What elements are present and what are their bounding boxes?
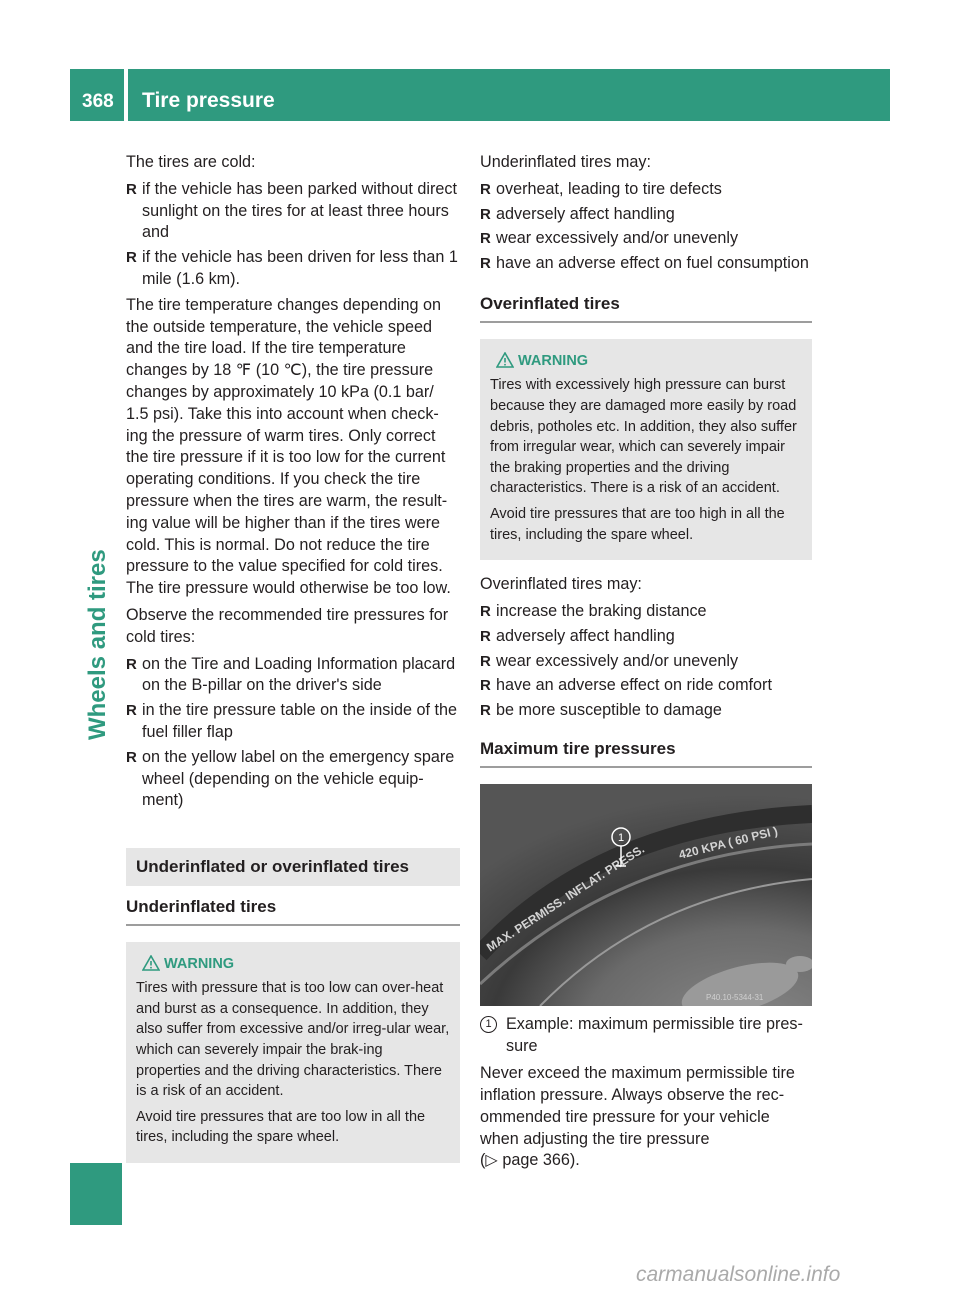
list-item: R overheat, leading to tire defects <box>480 179 812 201</box>
sidewall-text: MAX. PERMISS. INFLAT. PRESS. <box>484 841 647 955</box>
warning-text: Tires with excessively high pressure can burst because they are damaged more easily by road debris, potholes etc. In addition, they also suffer from irregular wear, which can severely impair the braking properties and the driving characteristics. There is a risk of an accident. <box>490 377 797 497</box>
caption-number-circle: 1 <box>480 1016 497 1033</box>
cold-conditions-list <box>126 179 460 291</box>
left-column <box>126 152 460 1177</box>
warning-label: WARNING <box>518 352 589 369</box>
chapter-tab-block <box>70 1163 122 1225</box>
header-divider <box>124 69 128 121</box>
list-item: R have an adverse effect on fuel consumption <box>480 253 812 275</box>
overinflated-effects-list <box>480 601 812 722</box>
section-title: Underinflated or overinflated tires <box>126 848 460 886</box>
list-item: R if the vehicle has been driven for less than 1 mile (1.6 km). <box>126 247 460 291</box>
page-number: 368 <box>82 91 114 112</box>
underinflated-intro: Underinflated tires may: <box>480 153 651 171</box>
list-item: R if the vehicle has been parked without direct sunlight on the tires for at least three hours and <box>126 179 460 244</box>
never-exceed-text: Never exceed the maximum permissible tire inflation pressure. Always observe the rec-ommended tire pressure for your vehicle when adjusting the tire pressure <box>480 1064 795 1148</box>
list-item: R adversely affect handling <box>480 626 812 648</box>
warning-text: Avoid tire pressures that are too high in all the tires, including the spare wheel. <box>490 505 785 543</box>
list-item: R in the tire pressure table on the inside of the fuel filler flap <box>126 700 460 744</box>
max-pressure-heading: Maximum tire pressures <box>480 738 812 768</box>
right-column <box>480 152 812 1177</box>
caption-text: Example: maximum permissible tire pres-sure <box>506 1014 803 1055</box>
list-item: R increase the braking distance <box>480 601 812 623</box>
page-reference-link[interactable]: (▷ page 366). <box>480 1151 580 1170</box>
warning-triangle-icon <box>496 352 514 368</box>
never-exceed-paragraph <box>480 1063 812 1172</box>
callout-number: 1 <box>617 831 625 844</box>
warning-header <box>136 954 450 975</box>
pressure-marking: 420 KPA ( 60 PSI ) <box>677 823 780 862</box>
chapter-side-label: Wheels and tires <box>84 549 111 740</box>
figure-reference: P40.10-5344-31 <box>706 992 764 1002</box>
watermark: carmanualsonline.info <box>636 1263 841 1286</box>
underinflated-effects-list <box>480 179 812 275</box>
pressure-locations-list <box>126 654 460 813</box>
underinflated-heading: Underinflated tires <box>126 896 460 926</box>
warning-text: Avoid tire pressures that are too low in all the tires, including the spare wheel. <box>136 1108 426 1146</box>
list-item: R wear excessively and/or unevenly <box>480 651 812 673</box>
overinflated-warning-box <box>480 339 812 560</box>
figure-caption <box>480 1014 812 1058</box>
warning-text: Tires with pressure that is too low can over-heat and burst as a consequence. In addition, they also suffer from excessive and/or irreg-ular wear, which can severely impair the brak-ing properties and the driving characteristics. There is a risk of an accident. <box>136 980 450 1100</box>
warning-header <box>490 351 802 372</box>
overinflated-intro: Overinflated tires may: <box>480 575 642 594</box>
list-item: R wear excessively and/or unevenly <box>480 228 812 250</box>
warning-label: WARNING <box>164 955 235 972</box>
warning-triangle-icon <box>142 955 160 971</box>
page-title: Tire pressure <box>142 89 275 112</box>
list-item: R on the Tire and Loading Information placard on the B-pillar on the driver's side <box>126 654 460 698</box>
list-item: R have an adverse effect on ride comfort <box>480 675 812 697</box>
observe-paragraph: Observe the recommended tire pressures for cold tires: <box>126 605 449 646</box>
list-item: R be more susceptible to damage <box>480 700 812 722</box>
tire-sidewall-photo <box>480 784 812 1006</box>
cold-intro: The tires are cold: <box>126 153 256 171</box>
underinflated-warning-box <box>126 942 460 1163</box>
list-item: R on the yellow label on the emergency spare wheel (depending on the vehicle equip-ment) <box>126 747 460 812</box>
list-item: R adversely affect handling <box>480 204 812 226</box>
tire-sidewall-image <box>480 784 812 1006</box>
overinflated-heading: Overinflated tires <box>480 293 812 323</box>
temperature-paragraph: The tire temperature changes depending on the outside temperature, the vehicle speed and the tire load. If the tire temperature changes by 18 ℉ (10 ℃), the tire pressure changes by approximately 10 kPa (0.1 bar/ 1.5 psi). Take this into account when check-ing the pressure of warm tires. Only correct the tire pressure if it is too low for the current operating conditions. If you check the tire pressure when the tires are warm, the result-ing value will be higher than if the tires were cold. This is normal. Do not reduce the tire pressure to the value specified for cold tires. The tire pressure would otherwise be too low. <box>126 295 451 598</box>
